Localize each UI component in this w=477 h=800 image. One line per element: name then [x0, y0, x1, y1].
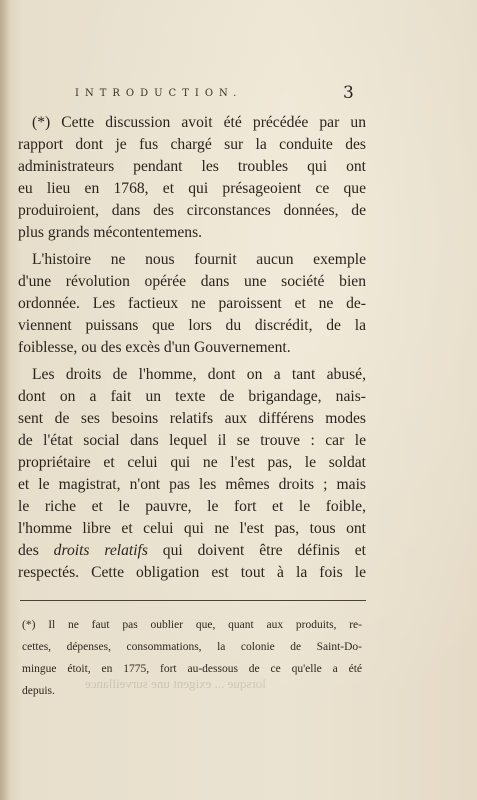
text-line: produiroient, dans des circonstances données, de [18, 202, 366, 219]
text-line: rapport dont je fus chargé sur la conduite des [18, 136, 366, 153]
text-line: (*) Cette discussion avoit été précédée par un [32, 114, 366, 131]
footnote-line: depuis. [22, 685, 55, 697]
text-line: L'histoire ne nous fournit aucun exemple [32, 251, 366, 268]
text-line: eu lieu en 1768, et qui présageoient ce que [18, 180, 366, 197]
text-line: respectés. Cette obligation est tout à la fois le [18, 564, 366, 581]
text-line: dont on a fait un texte de brigandage, nais- [18, 388, 366, 405]
text-line: Les droits de l'homme, dont on a tant abusé, [32, 366, 366, 383]
body-text [18, 112, 366, 589]
text-line: de l'état social dans lequel il se trouve : car le [18, 432, 366, 449]
footnote-line: cettes, dépenses, consommations, la colonie de Saint-Do- [22, 641, 362, 653]
paragraph-discussion [18, 112, 366, 244]
text-segment: des [18, 542, 54, 559]
show-through-text: lorsque ... exigent une surveillance [85, 676, 266, 691]
italic-phrase: droits relatifs [53, 542, 148, 559]
text-segment: qui doivent être définis et [147, 542, 366, 559]
text-line: administrateurs pendant les troubles qui ont [18, 158, 366, 175]
text-line: sent de ses besoins relatifs aux différens modes [18, 410, 366, 427]
footnote-rule [20, 600, 366, 601]
paragraph-histoire [18, 249, 366, 359]
page-number: 3 [343, 83, 354, 103]
text-line: ordonnée. Les factieux ne paroissent et ne de- [18, 295, 366, 312]
text-line: et le magistrat, n'ont pas les mêmes droits ; mais [18, 476, 366, 493]
text-line: foiblesse, ou des excès d'un Gouvernement. [18, 339, 291, 356]
text-line: l'homme libre et celui qui ne l'est pas, tous ont [18, 520, 366, 537]
text-line: propriétaire et celui qui ne l'est pas, le soldat [18, 454, 366, 471]
running-head: INTRODUCTION. [75, 88, 243, 99]
footnote-line: (*) Il ne faut pas oublier que, quant aux produits, re- [22, 619, 362, 631]
footnote-line: mingue étoit, en 1775, fort au-dessous de ce qu'elle a été [22, 663, 362, 675]
text-line-with-italic [18, 540, 366, 562]
text-line: le riche et le pauvre, le fort et le foible, [18, 498, 366, 515]
page-gutter-shadow [0, 0, 10, 800]
text-line: plus grands mécontentemens. [18, 224, 203, 241]
text-line: viennent puissans que lors du discrédit, de la [18, 317, 366, 334]
text-line: d'une révolution opérée dans une société bien [18, 273, 366, 290]
paragraph-droits [18, 364, 366, 584]
